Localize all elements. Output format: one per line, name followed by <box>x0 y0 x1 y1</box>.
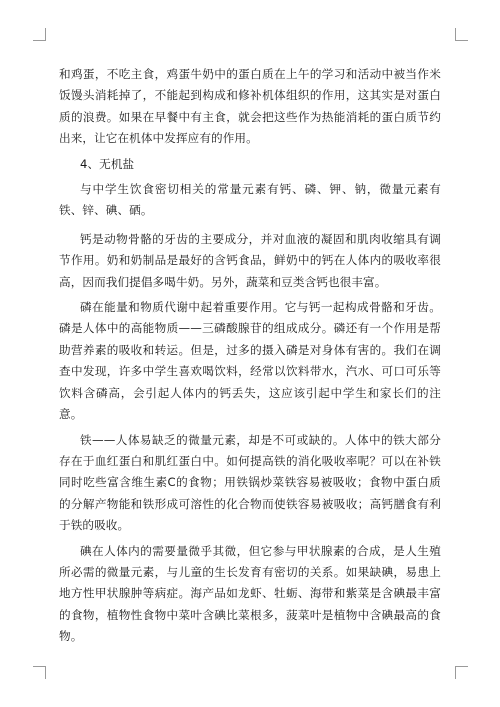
crop-mark-top-right <box>455 28 468 41</box>
paragraph-iron: 铁——人体易缺乏的微量元素，却是不可或缺的。人体中的铁大部分存在于血红蛋白和肌红蛋白中。如何提高铁的消化吸收率呢？可以在补铁同时吃些富含维生素C的食物；用铁锅炒菜铁容易被吸收；食物中蛋白质的分解产物能和铁形成可溶性的化合物而使铁容易被吸收；高钙膳食有利于铁的吸收。 <box>59 432 441 533</box>
crop-mark-top-left <box>33 28 46 41</box>
section-heading-minerals: 4、无机盐 <box>80 156 135 171</box>
paragraph-protein-breakfast: 和鸡蛋，不吃主食，鸡蛋牛奶中的蛋白质在上午的学习和活动中被当作米饭馒头消耗掉了，不能起到构成和修补机体组织的作用，这其实是对蛋白质的浪费。如果在早餐中有主食，就会把这些作为热能消耗的蛋白质节约出来，让它在机体中发挥应有的作用。 <box>59 67 441 146</box>
crop-mark-bottom-right <box>455 666 468 679</box>
paragraph-calcium: 钙是动物骨骼的牙齿的主要成分，并对血液的凝固和肌肉收缩具有调节作用。奶和奶制品是最好的含钙食品，鲜奶中的钙在人体内的吸收率很高，因而我们提倡多喝牛奶。另外，蔬菜和豆类含钙也很丰富。 <box>59 231 441 289</box>
crop-mark-bottom-left <box>33 666 46 679</box>
document-body <box>59 64 441 648</box>
paragraph-phosphorus: 磷在能量和物质代谢中起着重要作用。它与钙一起构成骨骼和牙齿。磷是人体中的高能物质——三磷酸腺苷的组成成分。磷还有一个作用是帮助营养素的吸收和转运。但是，过多的摄入磷是对身体有害的。我们在调查中发现，许多中学生喜欢喝饮料，经常以饮料带水，汽水、可口可乐等饮料含磷高，会引起人体内的钙丢失，这应该引起中学生和家长们的注意。 <box>59 300 441 422</box>
paragraph-iodine: 碘在人体内的需要量微乎其微，但它参与甲状腺素的合成，是人生殖所必需的微量元素，与儿童的生长发育有密切的关系。如果缺碘，易患上地方性甲状腺肿等病症。海产品如龙虾、牡蛎、海带和紫菜是含碘最丰富的食物，植物性食物中菜叶含碘比菜根多，菠菜叶是植物中含碘最高的食物。 <box>59 543 441 644</box>
paragraph-elements-intro: 与中学生饮食密切相关的常量元素有钙、磷、钾、钠，微量元素有铁、锌、碘、硒。 <box>59 182 441 218</box>
